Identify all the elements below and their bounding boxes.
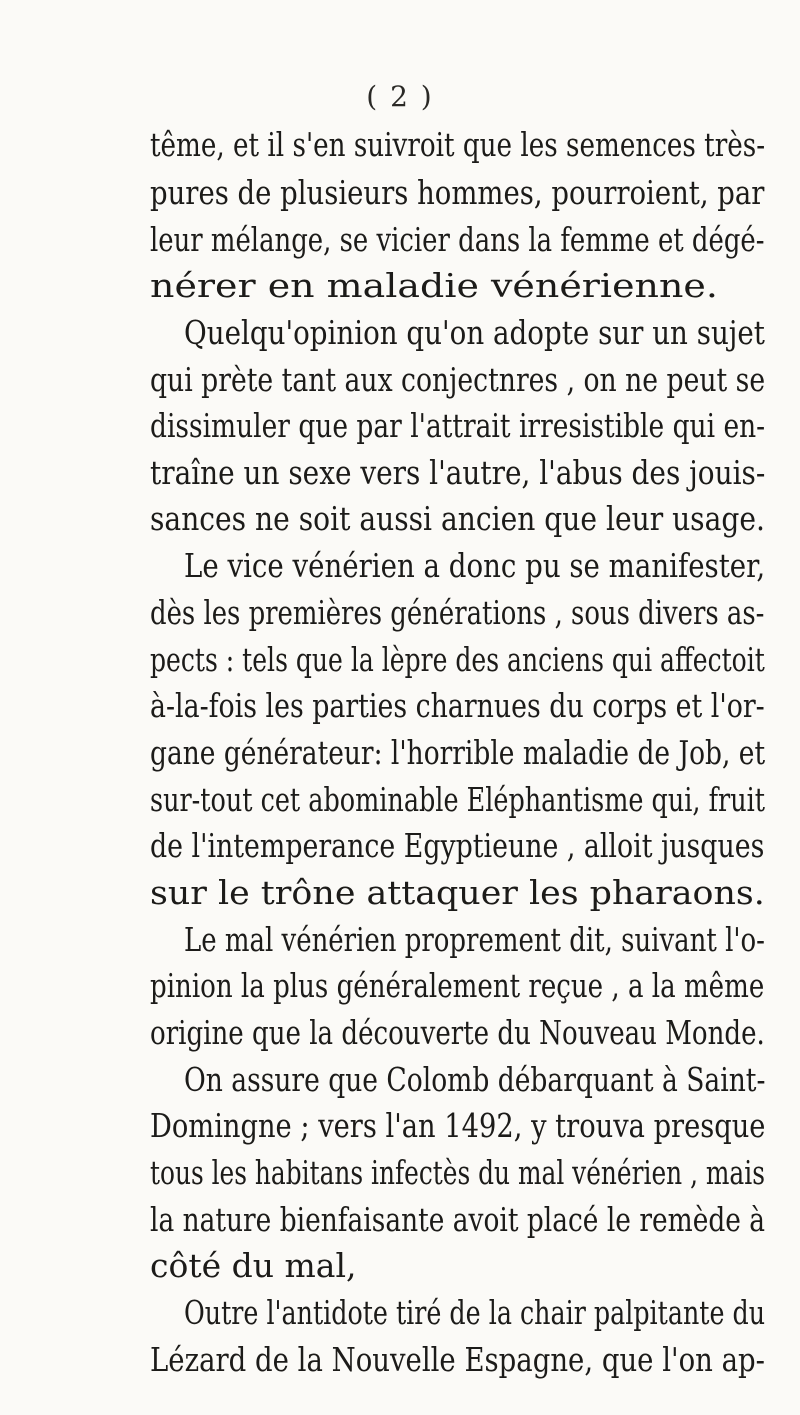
text-line: côté du mal, xyxy=(150,1246,357,1285)
text-line: leur mélange, se vicier dans la femme et dégé- xyxy=(150,220,765,259)
text-line: tême, et il s'en suivroit que les semences très- xyxy=(150,125,766,164)
text-line: Quelqu'opinion qu'on adopte sur un sujet xyxy=(184,313,765,352)
text-line: de l'intemperance Egyptieune , alloit jusques xyxy=(150,826,765,865)
text-line: dès les premières générations , sous divers as- xyxy=(150,593,765,632)
text-line: pures de plusieurs hommes, pourroient, par xyxy=(150,173,765,212)
text-line: dissimuler que par l'attrait irresistible qui en- xyxy=(150,406,766,445)
page-number: ( 2 ) xyxy=(366,80,434,113)
text-line: pinion la plus généralement reçue , a la même xyxy=(150,966,765,1005)
text-line: gane générateur: l'horrible maladie de Job, et xyxy=(150,733,766,772)
text-line: Domingne ; vers l'an 1492, y trouva presque xyxy=(150,1106,766,1145)
text-line: sur-tout cet abominable Eléphantisme qui, fruit xyxy=(150,780,766,819)
text-line: pects : tels que la lèpre des anciens qui affectoit xyxy=(150,640,765,679)
text-line: sances ne soit aussi ancien que leur usage. xyxy=(150,499,765,538)
text-line: Le mal vénérien proprement dit, suivant l'o- xyxy=(184,920,765,959)
text-line: la nature bienfaisante avoit placé le remède à xyxy=(150,1200,766,1239)
text-line: Lézard de la Nouvelle Espagne, que l'on ap- xyxy=(150,1340,765,1379)
text-line: origine que la découverte du Nouveau Monde. xyxy=(150,1013,765,1052)
text-line: Outre l'antidote tiré de la chair palpitante du xyxy=(184,1293,766,1332)
text-line: nérer en maladie vénérienne. xyxy=(150,266,718,305)
text-line: sur le trône attaquer les pharaons. xyxy=(150,873,765,912)
text-line: à-la-fois les parties charnues du corps et l'or- xyxy=(150,686,765,725)
text-line: traîne un sexe vers l'autre, l'abus des jouis- xyxy=(150,453,766,492)
text-line: On assure que Colomb débarquant à Saint- xyxy=(184,1060,766,1099)
text-line: Le vice vénérien a donc pu se manifester, xyxy=(184,546,766,585)
text-line: qui prète tant aux conjectnres , on ne peut se xyxy=(150,360,766,399)
text-line: tous les habitans infectès du mal vénérien , mais xyxy=(150,1153,765,1192)
